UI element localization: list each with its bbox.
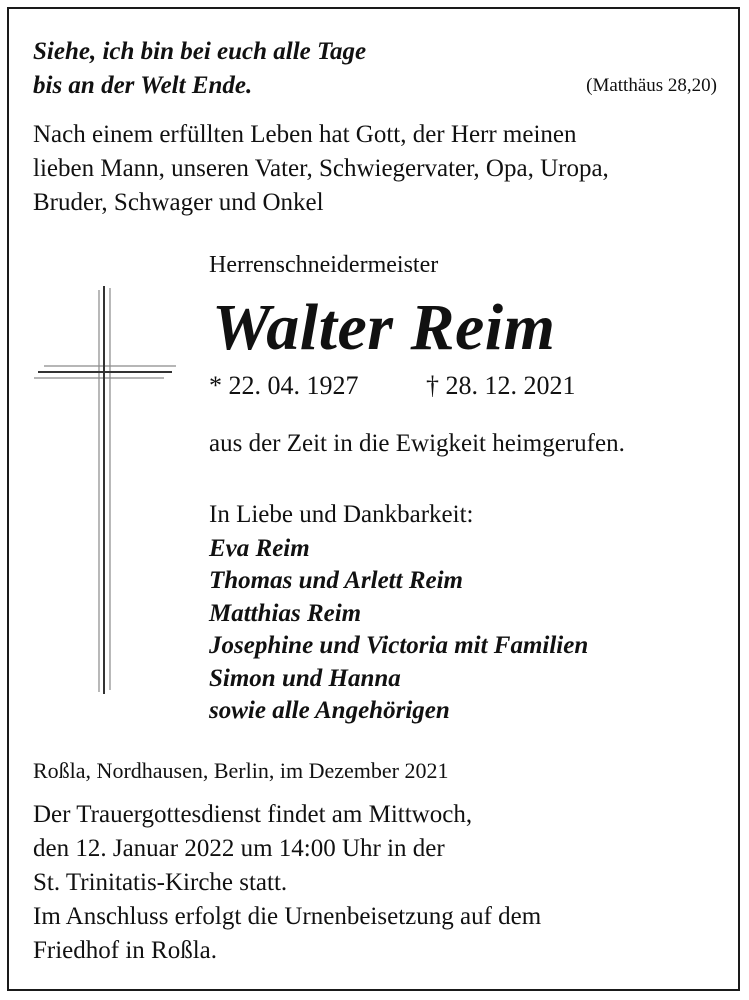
deceased-name: Walter Reim [212, 291, 556, 364]
intro-line-1: Nach einem erfüllten Leben hat Gott, der Herr meinen [33, 121, 577, 148]
mourner-name: Eva Reim [209, 535, 310, 562]
mourner-name: Matthias Reim [209, 600, 362, 627]
verse-line-2: bis an der Welt Ende. [33, 72, 253, 99]
birth-date: * 22. 04. 1927 [209, 371, 359, 400]
mourner-name: Thomas und Arlett Reim [209, 567, 463, 594]
service-line-4: Im Anschluss erfolgt die Urnenbeisetzung auf dem [33, 903, 542, 930]
mourner-name: Simon und Hanna [209, 665, 401, 692]
called-home-text: aus der Zeit in die Ewigkeit heimgerufen. [209, 430, 625, 457]
cross-icon [30, 286, 180, 696]
occupation: Herrenschneidermeister [209, 252, 439, 278]
mourner-name: Josephine und Victoria mit Familien [209, 632, 589, 659]
service-line-5: Friedhof in Roßla. [33, 937, 218, 964]
verse-reference: (Matthäus 28,20) [586, 75, 717, 96]
mourners-heading: In Liebe und Dankbarkeit: [209, 501, 474, 528]
service-line-3: St. Trinitatis-Kirche statt. [33, 869, 288, 896]
service-line-1: Der Trauergottesdienst findet am Mittwoch, [33, 801, 473, 828]
mourner-name: sowie alle Angehörigen [209, 697, 450, 724]
intro-line-2: lieben Mann, unseren Vater, Schwiegervater, Opa, Uropa, [33, 155, 609, 182]
place-date: Roßla, Nordhausen, Berlin, im Dezember 2021 [33, 758, 449, 783]
verse-line-1: Siehe, ich bin bei euch alle Tage [33, 38, 367, 65]
death-date: † 28. 12. 2021 [426, 371, 576, 400]
service-line-2: den 12. Januar 2022 um 14:00 Uhr in der [33, 835, 445, 862]
intro-line-3: Bruder, Schwager und Onkel [33, 189, 324, 216]
